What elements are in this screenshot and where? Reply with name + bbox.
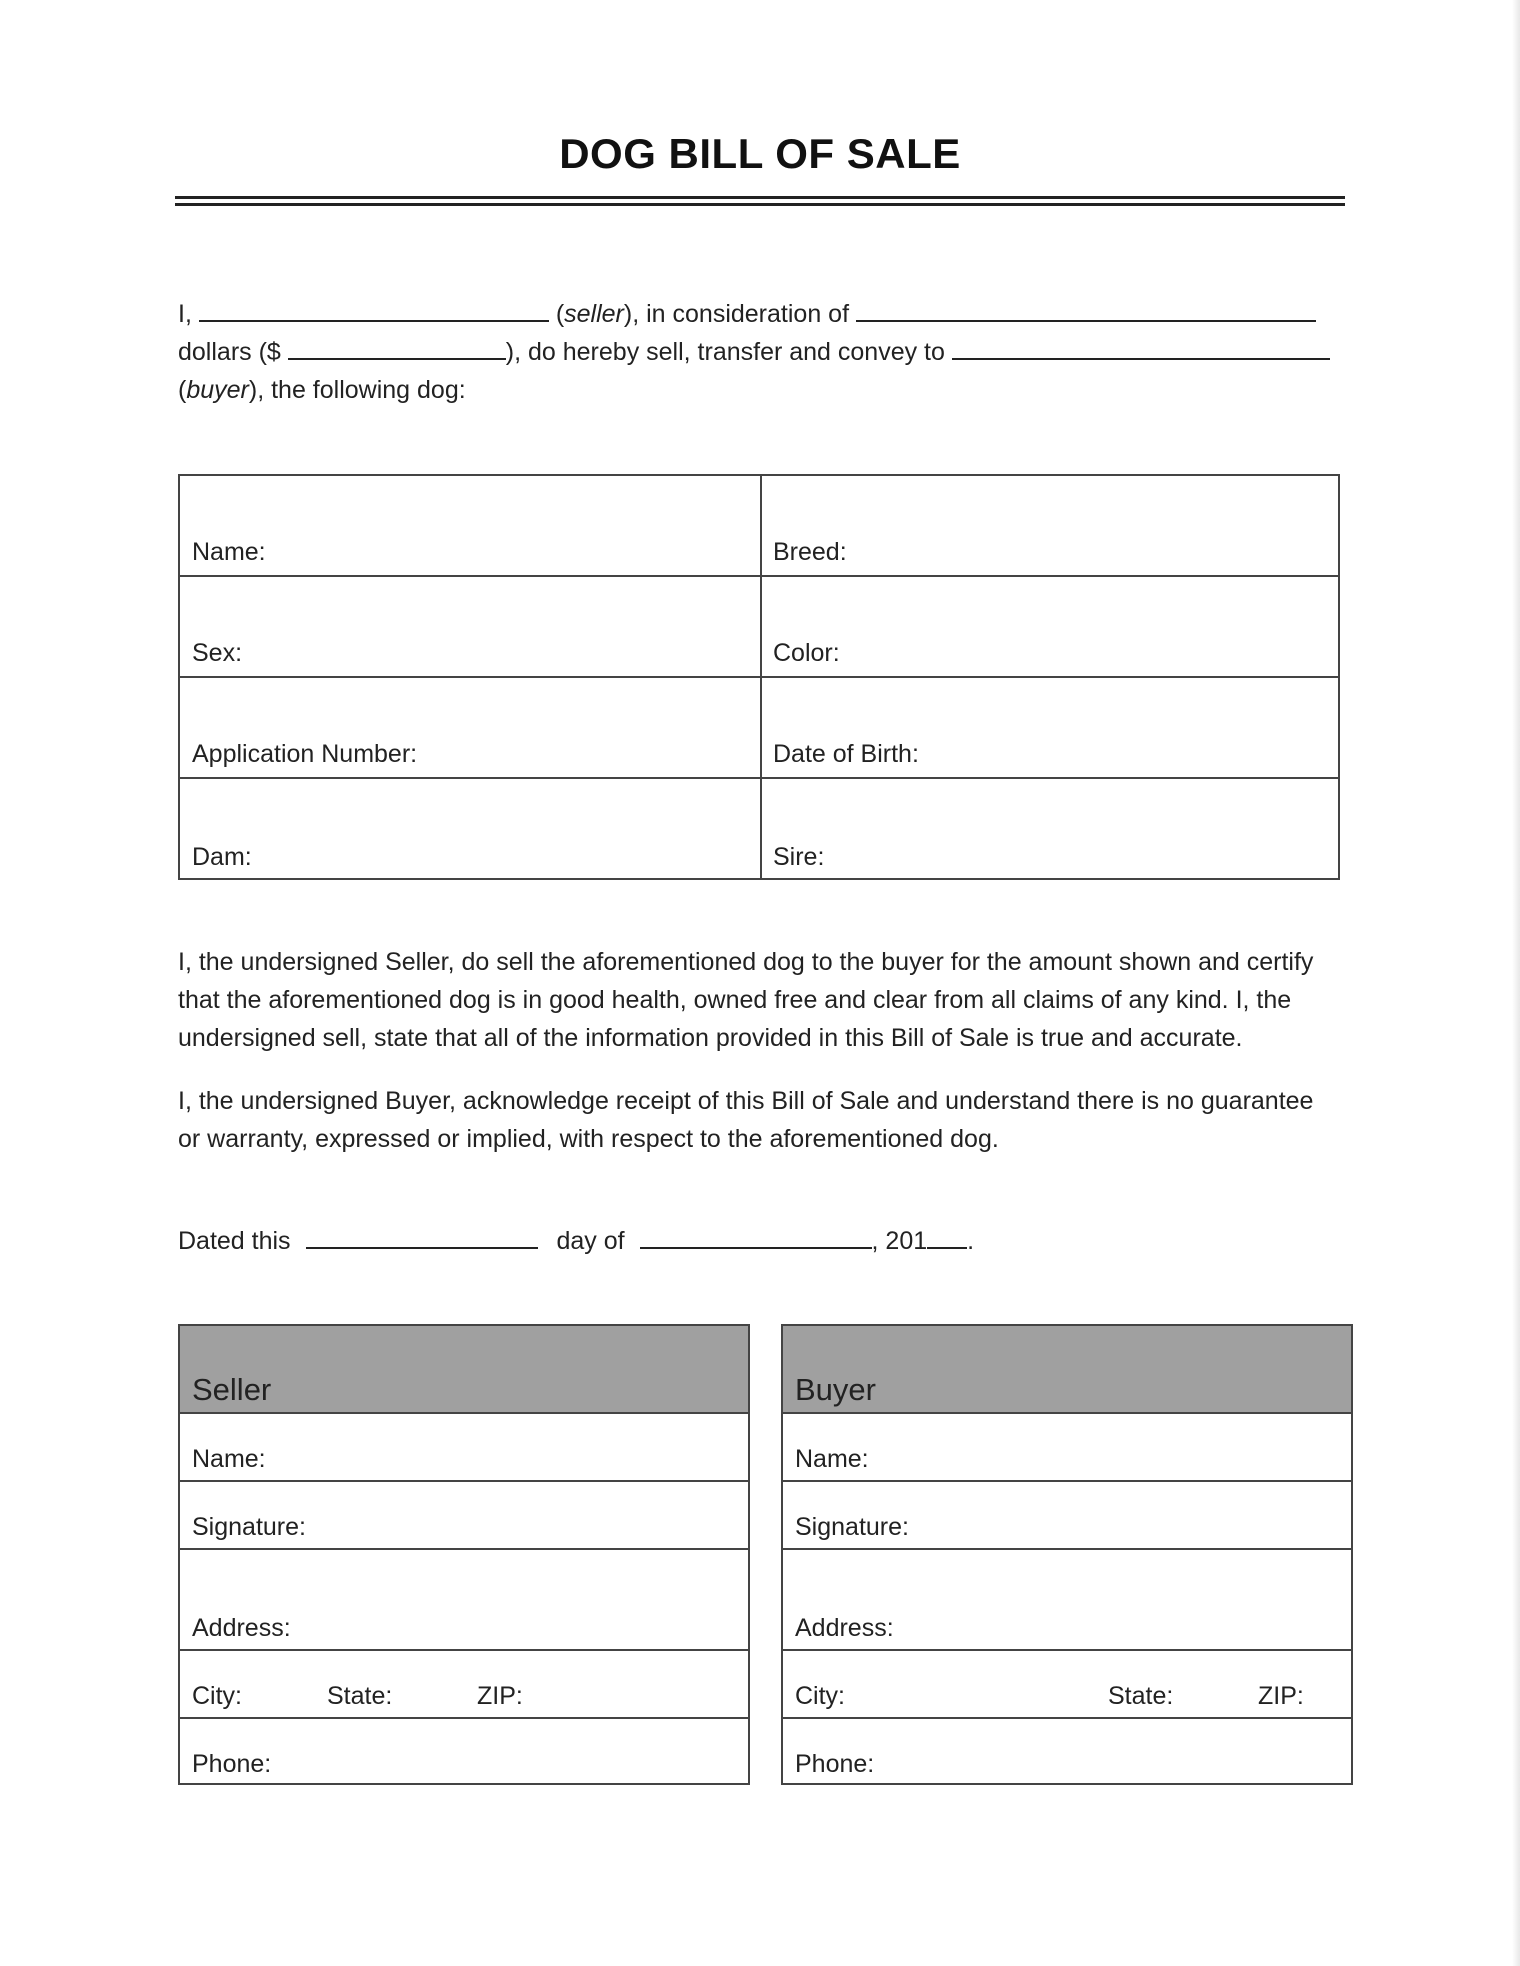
seller-signature-row[interactable] bbox=[180, 1482, 748, 1550]
buyer-address-label: Address: bbox=[795, 1614, 894, 1642]
document-title: DOG BILL OF SALE bbox=[559, 130, 961, 177]
seller-statement-line-1: I, the undersigned Seller, do sell the aforementioned dog to the buyer for the amount shown and certify bbox=[178, 948, 1314, 976]
dollar-amount-blank[interactable] bbox=[288, 334, 506, 360]
dog-sex-label[interactable]: Sex: bbox=[192, 639, 243, 667]
seller-name-blank[interactable] bbox=[199, 296, 549, 322]
buyer-state-label: State: bbox=[1108, 1682, 1174, 1710]
intro-line-3: (buyer), the following dog: bbox=[178, 376, 466, 404]
dated-line: Dated this day of , 201 . bbox=[178, 1222, 974, 1260]
buyer-word: buyer bbox=[186, 376, 249, 404]
buyer-signature-label: Signature: bbox=[795, 1513, 909, 1541]
buyer-statement-line-1: I, the undersigned Buyer, acknowledge receipt of this Bill of Sale and understand there is no guarantee bbox=[178, 1087, 1314, 1115]
buyer-box-header bbox=[783, 1326, 1351, 1414]
buyer-signature-row[interactable] bbox=[783, 1482, 1351, 1550]
dog-info-table bbox=[178, 474, 1340, 880]
dog-date-of-birth-label[interactable]: Date of Birth: bbox=[773, 740, 919, 768]
dollars-prefix: dollars ($ bbox=[178, 338, 281, 366]
dog-name-label[interactable]: Name: bbox=[192, 538, 266, 566]
buyer-signature-box bbox=[781, 1324, 1353, 1785]
table-row bbox=[180, 779, 1338, 880]
seller-word: seller bbox=[564, 300, 624, 328]
seller-address-row[interactable] bbox=[180, 1550, 748, 1651]
following-text: ), the following dog: bbox=[248, 376, 466, 404]
intro-line-1: I, (seller), in consideration of bbox=[178, 295, 1316, 333]
day-of-text: day of bbox=[556, 1227, 625, 1255]
buyer-phone-label: Phone: bbox=[795, 1750, 875, 1778]
year-blank[interactable] bbox=[927, 1223, 967, 1249]
seller-statement-line-2: that the aforementioned dog is in good health, owned free and clear from all claims of any kind. I, the bbox=[178, 986, 1292, 1014]
buyer-phone-row[interactable] bbox=[783, 1719, 1351, 1785]
dog-dam-label[interactable]: Dam: bbox=[192, 843, 252, 871]
seller-state-label: State: bbox=[327, 1682, 393, 1710]
page-edge-shadow bbox=[1512, 0, 1520, 1966]
buyer-statement-line-2: or warranty, expressed or implied, with respect to the aforementioned dog. bbox=[178, 1125, 999, 1153]
seller-address-label: Address: bbox=[192, 1614, 291, 1642]
seller-tail: ), in consideration of bbox=[623, 300, 850, 328]
seller-signature-label: Signature: bbox=[192, 1513, 306, 1541]
buyer-name-row[interactable] bbox=[783, 1414, 1351, 1482]
intro-line-2 bbox=[178, 333, 1330, 371]
buyer-city-row[interactable] bbox=[783, 1651, 1351, 1719]
dog-application-number-label[interactable]: Application Number: bbox=[192, 740, 418, 768]
seller-zip-label: ZIP: bbox=[477, 1682, 523, 1710]
seller-heading: Seller bbox=[192, 1372, 272, 1407]
intro-i-prefix: I, bbox=[178, 300, 192, 328]
seller-phone-label: Phone: bbox=[192, 1750, 272, 1778]
dog-sire-label[interactable]: Sire: bbox=[773, 843, 825, 871]
table-row bbox=[180, 476, 1338, 577]
buyer-name-blank[interactable] bbox=[952, 334, 1330, 360]
month-blank[interactable] bbox=[640, 1223, 872, 1249]
seller-city-row[interactable] bbox=[180, 1651, 748, 1719]
buyer-heading: Buyer bbox=[795, 1372, 876, 1407]
seller-box-header bbox=[180, 1326, 748, 1414]
day-blank[interactable] bbox=[306, 1223, 538, 1249]
seller-name-label: Name: bbox=[192, 1445, 266, 1473]
table-row bbox=[180, 678, 1338, 779]
title-rule-top bbox=[175, 196, 1345, 199]
seller-signature-box bbox=[178, 1324, 750, 1785]
title-rule-bottom bbox=[175, 203, 1345, 206]
dog-color-label[interactable]: Color: bbox=[773, 639, 840, 667]
seller-name-row[interactable] bbox=[180, 1414, 748, 1482]
buyer-zip-label: ZIP: bbox=[1258, 1682, 1304, 1710]
seller-city-label: City: bbox=[192, 1682, 242, 1710]
dog-breed-label[interactable]: Breed: bbox=[773, 538, 847, 566]
buyer-address-row[interactable] bbox=[783, 1550, 1351, 1651]
year-prefix: , 201 bbox=[871, 1227, 928, 1255]
table-row bbox=[180, 577, 1338, 678]
seller-phone-row[interactable] bbox=[180, 1719, 748, 1785]
buyer-name-label: Name: bbox=[795, 1445, 869, 1473]
buyer-city-label: City: bbox=[795, 1682, 845, 1710]
dated-prefix: Dated this bbox=[178, 1227, 291, 1255]
convey-text: ), do hereby sell, transfer and convey to bbox=[505, 338, 945, 366]
consideration-blank[interactable] bbox=[856, 296, 1316, 322]
seller-statement-line-3: undersigned sell, state that all of the information provided in this Bill of Sale is true and accurate. bbox=[178, 1024, 1243, 1052]
